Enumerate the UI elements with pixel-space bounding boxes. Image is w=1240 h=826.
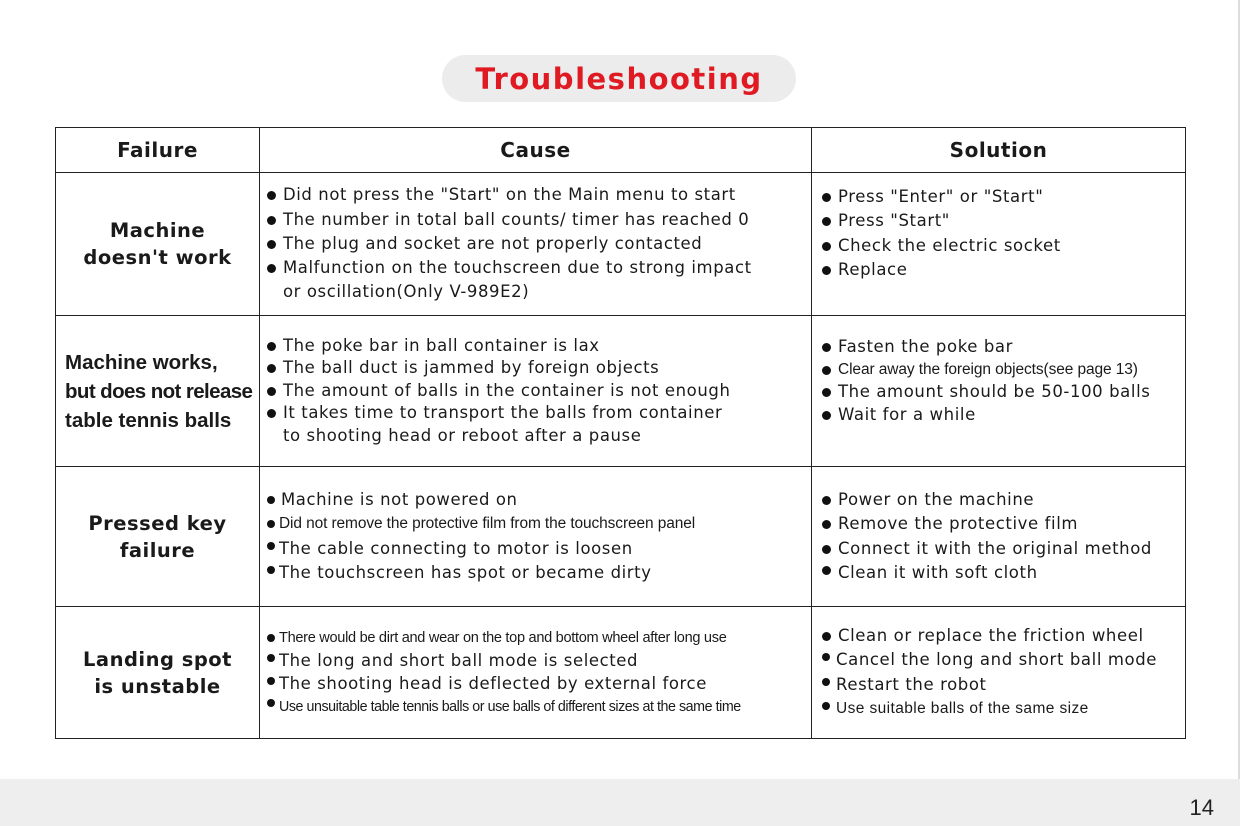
cause-cell bbox=[260, 316, 812, 467]
bullet-icon bbox=[822, 566, 831, 575]
failure-cell bbox=[56, 607, 260, 739]
bullet-icon bbox=[267, 566, 275, 574]
bullet-icon bbox=[822, 411, 831, 420]
cause-item: The shooting head is deflected by external force bbox=[267, 673, 804, 696]
cause-item: The plug and socket are not properly contacted bbox=[267, 232, 804, 256]
failure-text: table tennis balls bbox=[65, 408, 232, 432]
bullet-icon bbox=[267, 240, 276, 249]
solution-cell bbox=[812, 467, 1186, 607]
bullet-icon bbox=[267, 364, 276, 373]
solution-item: Check the electric socket bbox=[822, 234, 1179, 258]
solution-item: Press "Start" bbox=[822, 209, 1179, 233]
failure-text: but does not release bbox=[65, 379, 253, 403]
footer-band bbox=[0, 779, 1240, 826]
bullet-icon bbox=[822, 388, 831, 397]
bullet-icon bbox=[822, 242, 831, 251]
failure-cell bbox=[56, 467, 260, 607]
bullet-icon bbox=[267, 520, 275, 528]
bullet-icon bbox=[822, 366, 831, 375]
failure-text: Landing spot bbox=[82, 647, 233, 671]
cause-item: Malfunction on the touchscreen due to strong impact bbox=[267, 256, 804, 280]
solution-item: Press "Enter" or "Start" bbox=[822, 185, 1179, 209]
bullet-icon bbox=[822, 545, 831, 554]
failure-text: Machine bbox=[109, 219, 206, 242]
bullet-icon bbox=[822, 496, 831, 505]
bullet-icon bbox=[267, 387, 276, 396]
bullet-icon bbox=[822, 632, 831, 641]
cause-cell bbox=[260, 467, 812, 607]
header-failure: Failure bbox=[56, 128, 260, 173]
solution-item: Replace bbox=[822, 258, 1179, 282]
solution-cell bbox=[812, 607, 1186, 739]
failure-text: Machine works, bbox=[65, 350, 218, 374]
cause-item: The poke bar in ball container is lax bbox=[267, 335, 804, 358]
cause-item-continuation: to shooting head or reboot after a pause bbox=[282, 425, 642, 445]
bullet-icon bbox=[822, 653, 830, 661]
failure-text: doesn't work bbox=[83, 246, 232, 269]
cause-item: Did not press the "Start" on the Main menu to start bbox=[267, 183, 804, 207]
cause-item: Machine is not powered on bbox=[267, 488, 804, 512]
solution-cell bbox=[812, 173, 1186, 316]
solution-item: Power on the machine bbox=[822, 488, 1179, 512]
table-row bbox=[56, 173, 1186, 316]
header-cause: Cause bbox=[260, 128, 812, 173]
bullet-icon bbox=[267, 496, 275, 504]
bullet-icon bbox=[822, 678, 830, 686]
cause-item: The number in total ball counts/ timer has reached 0 bbox=[267, 208, 804, 232]
bullet-icon bbox=[822, 266, 831, 275]
cause-item: The ball duct is jammed by foreign objects bbox=[267, 357, 804, 380]
cause-item: It takes time to transport the balls from container bbox=[267, 402, 804, 425]
solution-item: Clear away the foreign objects(see page 13) bbox=[822, 359, 1179, 382]
failure-cell bbox=[56, 173, 260, 316]
solution-item: Remove the protective film bbox=[822, 512, 1179, 536]
cause-item: Use unsuitable table tennis balls or use balls of different sizes at the same time bbox=[267, 695, 804, 719]
table-row bbox=[56, 316, 1186, 467]
solution-item: Wait for a while bbox=[822, 404, 1179, 427]
bullet-icon bbox=[267, 342, 276, 351]
bullet-icon bbox=[822, 702, 830, 710]
table-row bbox=[56, 467, 1186, 607]
solution-item: Clean it with soft cloth bbox=[822, 561, 1179, 585]
failure-cell bbox=[56, 316, 260, 467]
cause-cell bbox=[260, 173, 812, 316]
cause-item: The touchscreen has spot or became dirty bbox=[267, 561, 804, 585]
bullet-icon bbox=[822, 343, 831, 352]
troubleshooting-table bbox=[55, 127, 1186, 739]
bullet-icon bbox=[267, 654, 275, 662]
header-solution: Solution bbox=[812, 128, 1186, 173]
cause-item: The cable connecting to motor is loosen bbox=[267, 537, 804, 561]
solution-item: Cancel the long and short ball mode bbox=[822, 648, 1179, 672]
solution-item: The amount should be 50-100 balls bbox=[822, 381, 1179, 404]
table-row bbox=[56, 607, 1186, 739]
bullet-icon bbox=[267, 634, 275, 642]
bullet-icon bbox=[267, 191, 276, 200]
solution-item: Use suitable balls of the same size bbox=[822, 697, 1179, 721]
bullet-icon bbox=[267, 542, 275, 550]
page-title: Troubleshooting bbox=[475, 61, 763, 96]
bullet-icon bbox=[822, 520, 831, 529]
cause-item: Did not remove the protective film from the touchscreen panel bbox=[267, 512, 804, 536]
failure-text: failure bbox=[119, 538, 196, 562]
bullet-icon bbox=[822, 193, 831, 202]
solution-item: Restart the robot bbox=[822, 673, 1179, 697]
bullet-icon bbox=[822, 217, 831, 226]
bullet-icon bbox=[267, 264, 276, 273]
cause-item: There would be dirt and wear on the top and bottom wheel after long use bbox=[267, 626, 804, 650]
page-number: 14 bbox=[1189, 795, 1214, 820]
cause-cell bbox=[260, 607, 812, 739]
table-header-row bbox=[56, 128, 1186, 173]
solution-item: Clean or replace the friction wheel bbox=[822, 624, 1179, 648]
bullet-icon bbox=[267, 409, 276, 418]
failure-text: is unstable bbox=[94, 674, 221, 698]
solution-cell bbox=[812, 316, 1186, 467]
cause-item-continuation: or oscillation(Only V-989E2) bbox=[282, 282, 530, 302]
bullet-icon bbox=[267, 677, 275, 685]
solution-item: Connect it with the original method bbox=[822, 537, 1179, 561]
bullet-icon bbox=[267, 216, 276, 225]
cause-item: The amount of balls in the container is not enough bbox=[267, 380, 804, 403]
title-banner bbox=[442, 55, 796, 102]
bullet-icon bbox=[267, 699, 275, 707]
cause-item: The long and short ball mode is selected bbox=[267, 650, 804, 673]
failure-text: Pressed key bbox=[88, 511, 227, 535]
solution-item: Fasten the poke bar bbox=[822, 336, 1179, 359]
